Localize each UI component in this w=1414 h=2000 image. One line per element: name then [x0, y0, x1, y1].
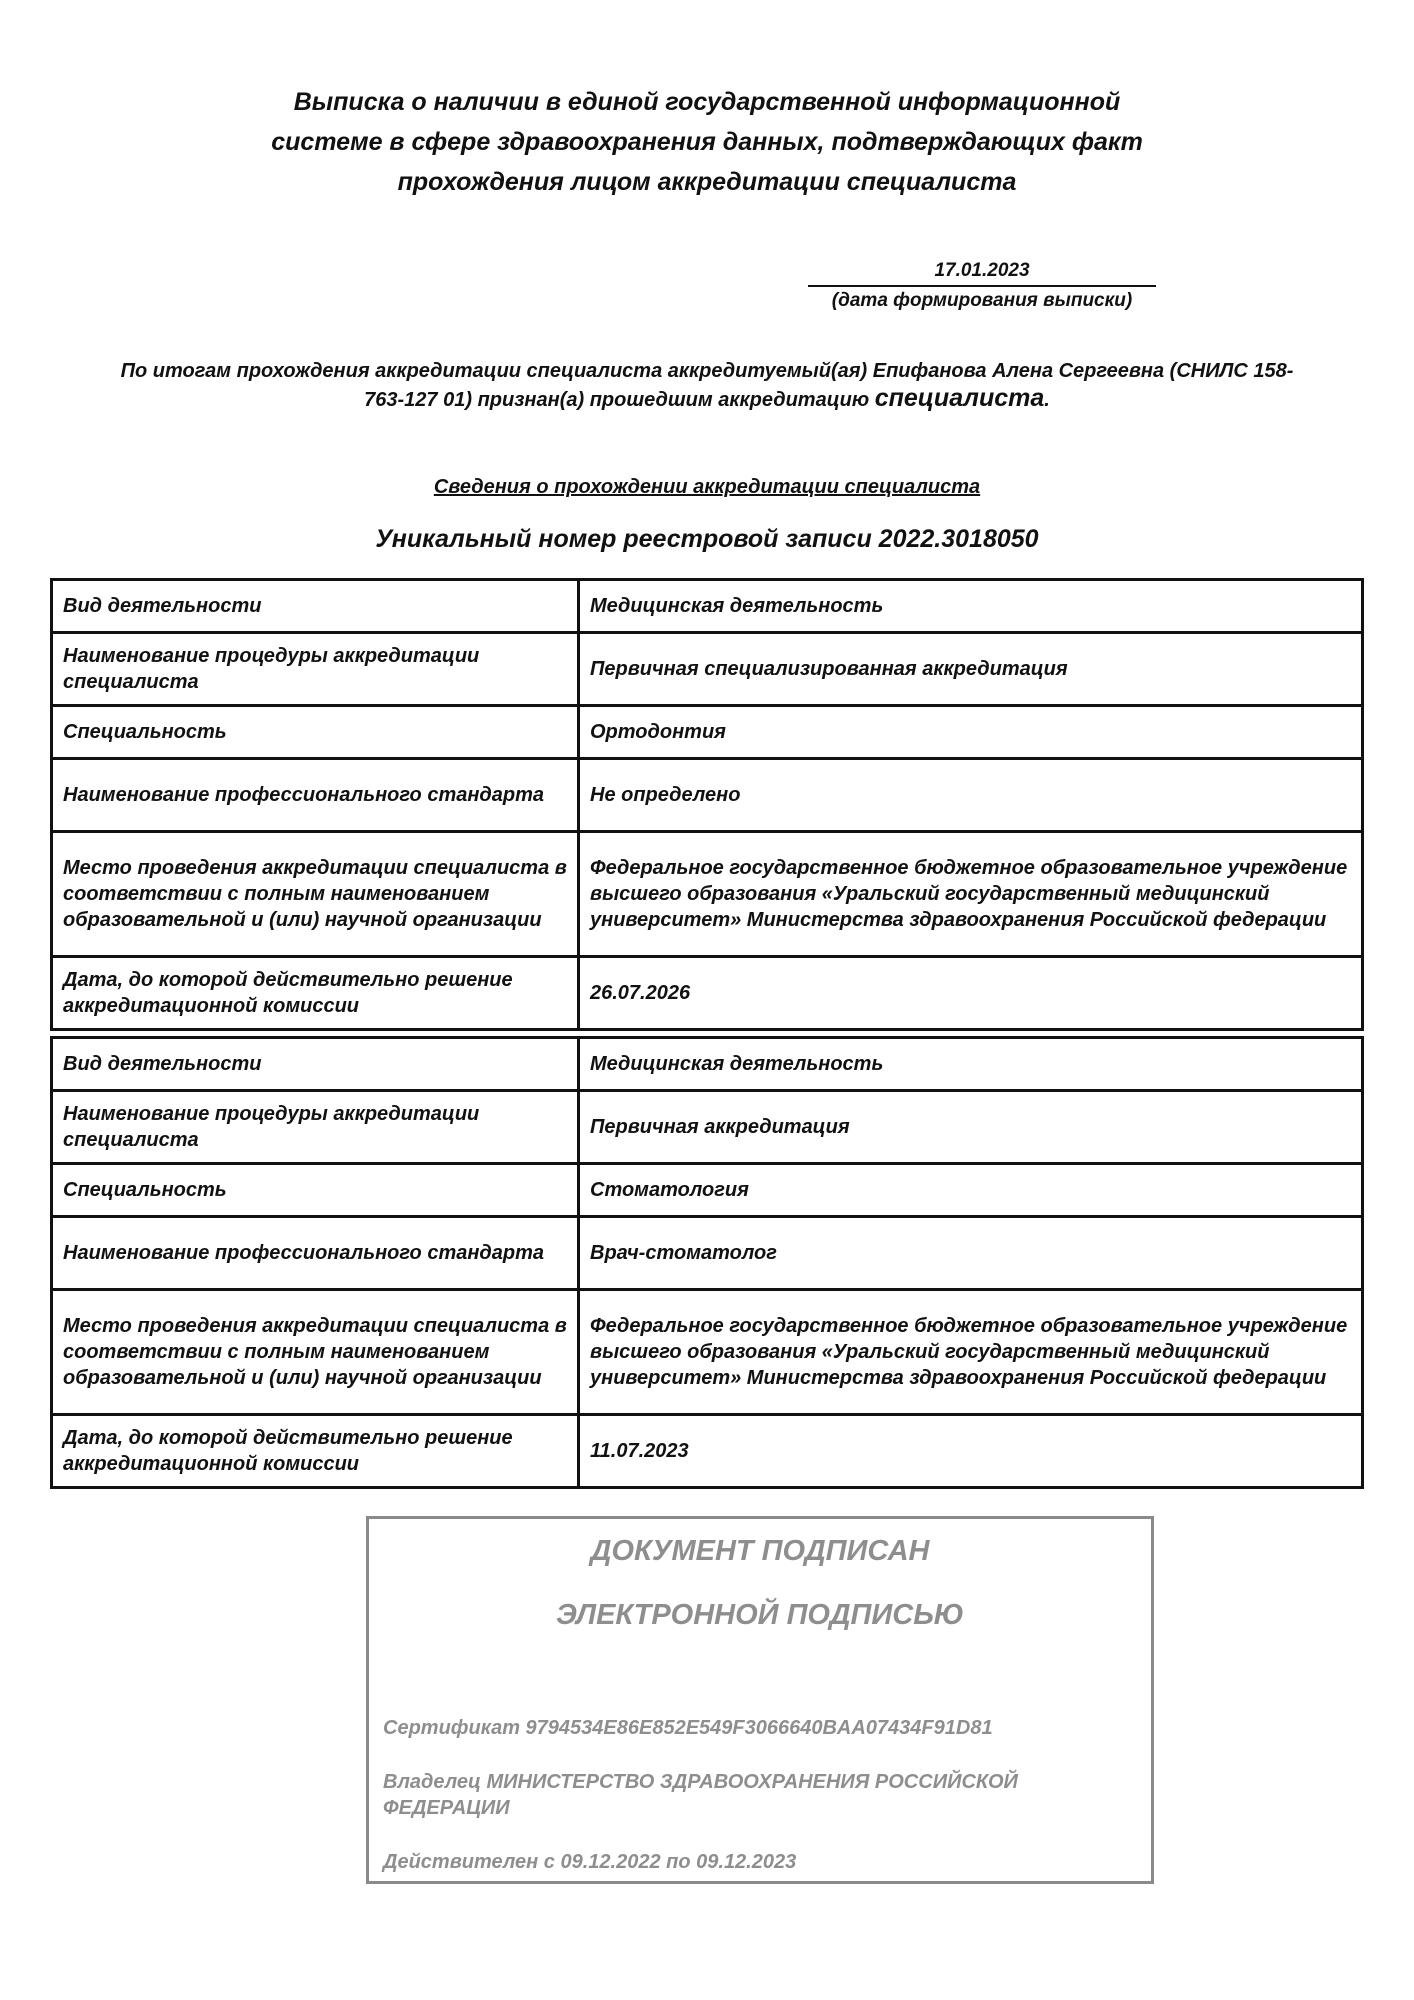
row-key: Дата, до которой действительно решение аккредитационной комиссии: [52, 1415, 579, 1488]
row-key: Наименование профессионального стандарта: [52, 759, 579, 832]
row-value: Не определено: [579, 759, 1363, 832]
intro-period: .: [1044, 389, 1050, 411]
row-key: Место проведения аккредитации специалиста в соответствии с полным наименованием образовательной и (или) научной организации: [52, 832, 579, 957]
row-value: Ортодонтия: [579, 706, 1363, 759]
formation-date: 17.01.2023: [808, 258, 1156, 287]
row-value: 26.07.2026: [579, 957, 1363, 1030]
registry-number: Уникальный номер реестровой записи 2022.3018050: [375, 525, 1039, 553]
table-row: [52, 1038, 1363, 1091]
table-row: [52, 759, 1363, 832]
row-value: Стоматология: [579, 1164, 1363, 1217]
row-key: Наименование профессионального стандарта: [52, 1217, 579, 1290]
row-value: Федеральное государственное бюджетное образовательное учреждение высшего образования «Уральский государственный медицинский университет» Министерства здравоохранения Российской федерации: [579, 1290, 1363, 1415]
accreditation-table-2: [50, 1036, 1364, 1489]
row-key: Наименование процедуры аккредитации специалиста: [52, 633, 579, 706]
table-row: [52, 1290, 1363, 1415]
table-row: [52, 706, 1363, 759]
row-key: Специальность: [52, 706, 579, 759]
accreditation-table-1: [50, 578, 1364, 1031]
row-value: 11.07.2023: [579, 1415, 1363, 1488]
row-key: Наименование процедуры аккредитации специалиста: [52, 1091, 579, 1164]
title-line: системе в сфере здравоохранения данных, подтверждающих факт: [271, 128, 1143, 156]
intro-paragraph: [60, 358, 1354, 414]
table-row: [52, 1217, 1363, 1290]
stamp-validity: Действителен с 09.12.2022 по 09.12.2023: [383, 1851, 797, 1873]
stamp-electronic-line: ЭЛЕКТРОННОЙ ПОДПИСЬЮ: [556, 1599, 964, 1631]
formation-date-block: [808, 258, 1156, 314]
row-value: Первичная аккредитация: [579, 1091, 1363, 1164]
title-line: прохождения лицом аккредитации специалиста: [397, 168, 1017, 196]
row-key: Вид деятельности: [52, 580, 579, 633]
intro-specialist-word: специалиста: [874, 384, 1045, 412]
row-key: Место проведения аккредитации специалиста в соответствии с полным наименованием образовательной и (или) научной организации: [52, 1290, 579, 1415]
stamp-certificate: Сертификат 9794534E86E852E549F3066640BAA07434F91D81: [383, 1717, 993, 1739]
row-key: Вид деятельности: [52, 1038, 579, 1091]
row-value: Федеральное государственное бюджетное образовательное учреждение высшего образования «Уральский государственный медицинский университет» Министерства здравоохранения Российской федерации: [579, 832, 1363, 957]
table-row: [52, 832, 1363, 957]
stamp-owner: Владелец МИНИСТЕРСТВО ЗДРАВООХРАНЕНИЯ РОССИЙСКОЙ ФЕДЕРАЦИИ: [383, 1771, 1018, 1819]
row-value: Медицинская деятельность: [579, 1038, 1363, 1091]
electronic-signature-stamp: [366, 1516, 1154, 1884]
section-heading: Сведения о прохождении аккредитации специалиста: [433, 476, 981, 498]
row-value: Врач-стоматолог: [579, 1217, 1363, 1290]
row-value: Медицинская деятельность: [579, 580, 1363, 633]
row-key: Дата, до которой действительно решение аккредитационной комиссии: [52, 957, 579, 1030]
row-key: Специальность: [52, 1164, 579, 1217]
intro-line-1: По итогам прохождения аккредитации специалиста аккредитуемый(ая) Епифанова Алена Сергеевна (СНИЛС 158-: [120, 360, 1294, 382]
stamp-signed-line: ДОКУМЕНТ ПОДПИСАН: [590, 1535, 930, 1567]
row-value: Первичная специализированная аккредитация: [579, 633, 1363, 706]
table-row: [52, 580, 1363, 633]
table-row: [52, 957, 1363, 1030]
formation-date-caption: (дата формирования выписки): [831, 290, 1133, 311]
document-title: [0, 82, 1414, 202]
table-row: [52, 633, 1363, 706]
table-row: [52, 1415, 1363, 1488]
table-row: [52, 1091, 1363, 1164]
intro-line-2: 763-127 01) признан(а) прошедшим аккредитацию: [364, 389, 870, 411]
table-row: [52, 1164, 1363, 1217]
title-line: Выписка о наличии в единой государственной информационной: [293, 88, 1121, 116]
